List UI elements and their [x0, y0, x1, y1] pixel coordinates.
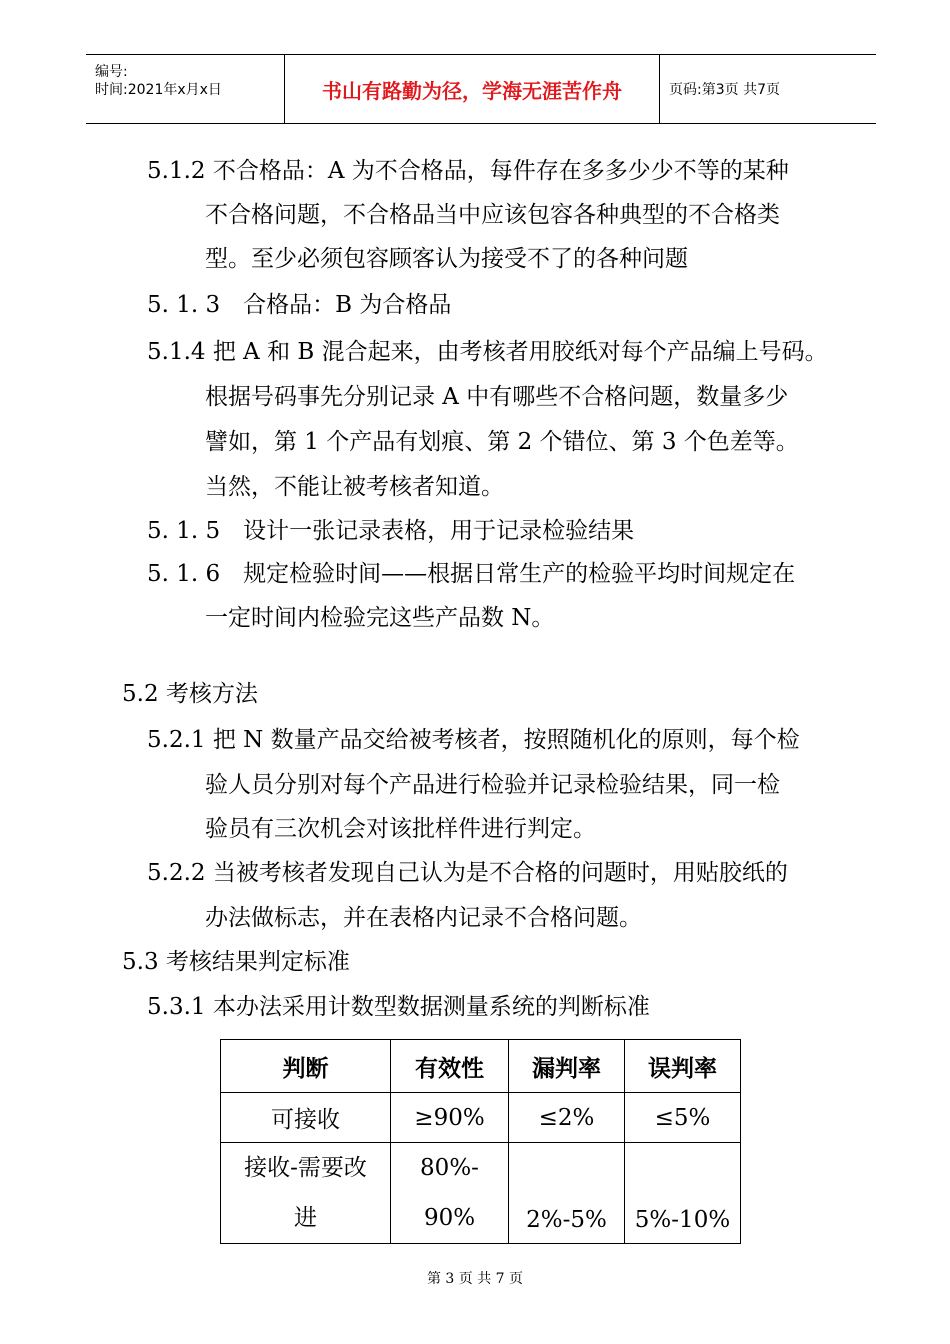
page-header — [86, 54, 876, 124]
text-line: 5.2.1 把 N 数量产品交给被考核者，按照随机化的原则，每个检 — [147, 727, 800, 753]
text-line: 根据号码事先分别记录 A 中有哪些不合格问题，数量多少 — [205, 384, 789, 410]
header-motto: 书山有路勤为径，学海无涯苦作舟 — [284, 55, 660, 123]
text-line: 5. 1. 6 规定检验时间——根据日常生产的检验平均时间规定在 — [147, 561, 796, 587]
table-header-cell: 有效性 — [391, 1040, 509, 1093]
text-line: 不合格问题，不合格品当中应该包容各种典型的不合格类 — [205, 202, 780, 228]
section-heading: 5.2 考核方法 — [122, 681, 258, 707]
table-cell — [391, 1143, 509, 1244]
table-cell-line: 90% — [423, 1205, 476, 1231]
table-header-row — [221, 1040, 741, 1093]
text-line: 5.2.2 当被考核者发现自己认为是不合格的问题时，用贴胶纸的 — [147, 860, 788, 886]
table-cell — [509, 1143, 625, 1244]
table-header-cell: 误判率 — [625, 1040, 741, 1093]
header-page-info: 页码:第3页 共7页 — [669, 82, 780, 98]
table-row — [221, 1093, 741, 1143]
table-cell: ≥90% — [391, 1093, 509, 1143]
text-line: 验员有三次机会对该批样件进行判定。 — [205, 816, 596, 842]
table-header-cell: 判断 — [221, 1040, 391, 1093]
table-cell-line: 5%-10% — [634, 1207, 731, 1233]
table-cell: ≤5% — [625, 1093, 741, 1143]
header-meta — [86, 55, 284, 123]
text-line: 验人员分别对每个产品进行检验并记录检验结果，同一检 — [205, 772, 780, 798]
text-line: 譬如，第 1 个产品有划痕、第 2 个错位、第 3 个色差等。 — [205, 429, 799, 455]
table-header-cell: 漏判率 — [509, 1040, 625, 1093]
text-line: 5. 1. 3 合格品：B 为合格品 — [147, 292, 452, 318]
document-date: 时间:2021年x月x日 — [95, 82, 222, 98]
text-line: 5.1.4 把 A 和 B 混合起来，由考核者用胶纸对每个产品编上号码。 — [147, 339, 828, 365]
section-heading: 5.3 考核结果判定标准 — [122, 949, 350, 975]
text-line: 办法做标志，并在表格内记录不合格问题。 — [205, 905, 642, 931]
text-line: 当然，不能让被考核者知道。 — [205, 474, 504, 500]
text-line: 一定时间内检验完这些产品数 N。 — [205, 605, 555, 631]
table-cell-line: 80%- — [420, 1155, 479, 1181]
text-line: 5. 1. 5 设计一张记录表格，用于记录检验结果 — [147, 518, 635, 544]
criteria-table — [220, 1039, 741, 1244]
page-footer: 第 3 页 共 7 页 — [426, 1271, 524, 1287]
table-cell-line: 接收-需要改 — [244, 1155, 367, 1181]
table-cell: 可接收 — [221, 1093, 391, 1143]
table-cell — [221, 1143, 391, 1244]
text-line: 5.3.1 本办法采用计数型数据测量系统的判断标准 — [147, 994, 650, 1020]
table-cell — [625, 1143, 741, 1244]
document-number-label: 编号: — [95, 64, 128, 80]
table-cell: ≤2% — [509, 1093, 625, 1143]
table-row — [221, 1143, 741, 1244]
table-cell-line: 进 — [294, 1205, 317, 1231]
table-cell-line: 2%-5% — [526, 1207, 607, 1233]
text-line: 5.1.2 不合格品：A 为不合格品，每件存在多多少少不等的某种 — [147, 158, 789, 184]
text-line: 型。至少必须包容顾客认为接受不了的各种问题 — [205, 246, 688, 272]
